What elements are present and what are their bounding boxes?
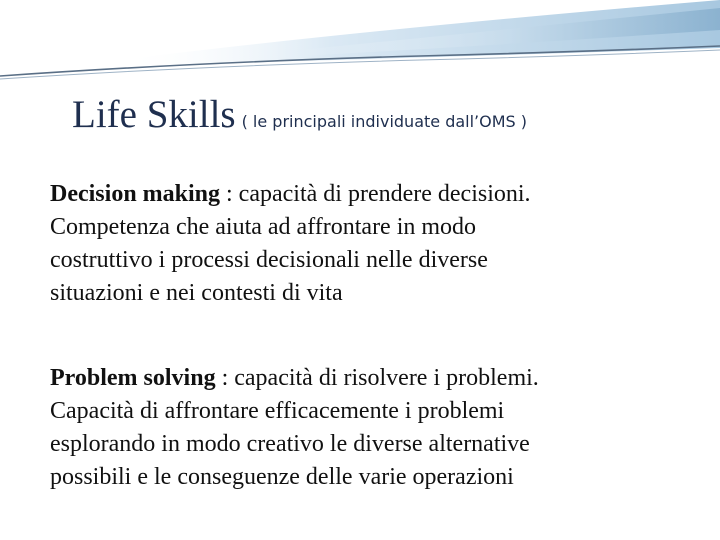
- paragraph-line: possibili e le conseguenze delle varie operazioni: [50, 464, 514, 490]
- slide-title: [72, 92, 527, 137]
- paragraph-first-line: [50, 362, 690, 395]
- paragraph-line: esplorando in modo creativo le diverse alternative: [50, 431, 530, 457]
- paragraph-line: Competenza che aiuta ad affrontare in modo: [50, 214, 477, 240]
- paragraph-line: costruttivo i processi decisionali nelle diverse: [50, 247, 488, 273]
- header-wave-decoration: [0, 0, 720, 90]
- decision-making-paragraph: [50, 178, 690, 310]
- term-problem-solving: Problem solving: [50, 365, 216, 391]
- title-subtitle: ( le principali individuate dall’OMS ): [241, 112, 528, 131]
- paragraph-line: situazioni e nei contesti di vita: [50, 280, 343, 306]
- term-decision-making: Decision making: [50, 181, 221, 207]
- problem-solving-paragraph: [50, 362, 690, 494]
- paragraph-first-line: [50, 178, 690, 211]
- definition-decision-making: : capacità di prendere decisioni.: [220, 181, 531, 207]
- paragraph-line: Capacità di affrontare efficacemente i problemi: [50, 398, 505, 424]
- definition-problem-solving: : capacità di risolvere i problemi.: [215, 365, 539, 391]
- title-main: Life Skills: [72, 93, 236, 136]
